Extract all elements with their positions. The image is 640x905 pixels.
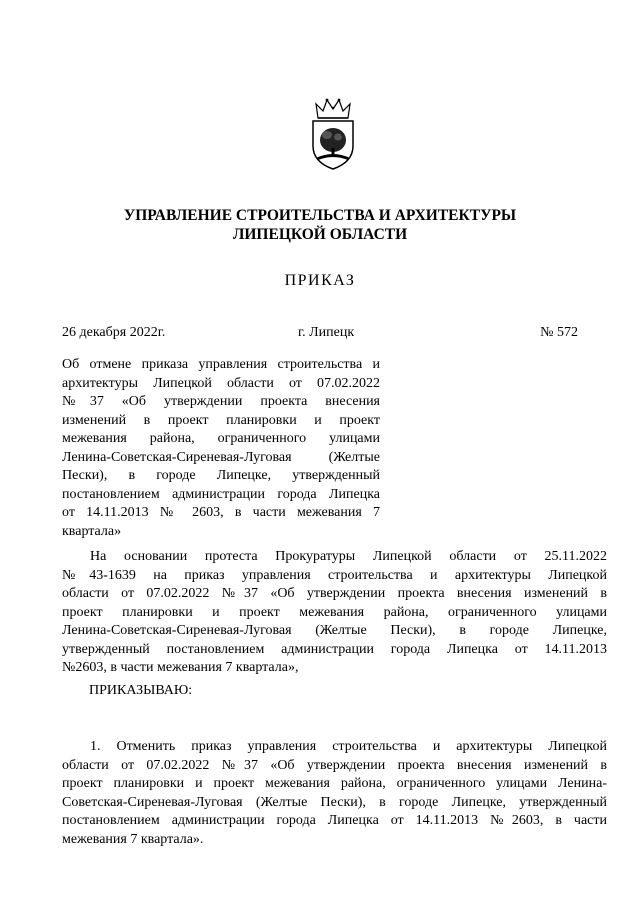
subject-line: квартала» <box>62 523 122 539</box>
subject-line: архитектуры Липецкой области от 07.02.2022 <box>62 375 380 391</box>
paragraph-line: №2603, в части межевания 7 квартала», <box>62 660 299 675</box>
subject-line: Об отмене приказа управления строительства и <box>62 357 380 372</box>
paragraph-line: На основании протеста Прокуратуры Липецкой области от 25.11.2022 <box>90 549 607 564</box>
document-type: ПРИКАЗ <box>284 272 356 289</box>
paragraph-line: утвержденный постановлением администрации города Липецка от 14.11.2013 <box>62 641 607 657</box>
subject-line: межевания района, ограниченного улицами <box>62 431 380 446</box>
document-date: 26 декабря 2022г. <box>62 325 166 340</box>
coat-of-arms-icon <box>302 96 364 172</box>
org-line-1: УПРАВЛЕНИЕ СТРОИТЕЛЬСТВА И АРХИТЕКТУРЫ <box>123 207 517 224</box>
subject-line: постановлением администрации города Липецка <box>62 486 380 502</box>
document-meta <box>62 325 578 343</box>
paragraph-line: 1. Отменить приказ управления строительства и архитектуры Липецкой <box>90 739 607 754</box>
paragraph-line: межевания 7 квартала». <box>62 831 204 847</box>
paragraph-line: проект планировки и проект межевания района, ограниченного улицами <box>62 604 607 620</box>
paragraph-line: Ленина-Советская-Сиреневая-Луговая (Желтые Пески), в городе Липецке, <box>62 623 607 638</box>
preamble-paragraph <box>62 548 607 678</box>
order-item-1 <box>62 738 607 849</box>
paragraph-line: области от 07.02.2022 №37 «Об утверждении проекта внесения изменений в <box>62 586 607 601</box>
subject-line: от 14.11.2013 № 2603, в части межевания 7 <box>62 505 380 520</box>
organization-name <box>60 206 580 244</box>
document-subject <box>62 356 380 541</box>
subject-line: Пески), в городе Липецке, утвержденный <box>62 468 380 483</box>
subject-line: №37 «Об утверждении проекта внесения <box>62 394 380 409</box>
paragraph-line: проект планировки и проект межевания района, ограниченного улицами Ленина- <box>62 776 607 791</box>
paragraph-line: постановлением администрации города Липецка от 14.11.2013 №2603, в части <box>62 813 607 828</box>
paragraph-line: области от 07.02.2022 №37 «Об утверждении проекта внесения изменений в <box>62 757 607 773</box>
org-line-2: ЛИПЕЦКОЙ ОБЛАСТИ <box>232 226 408 243</box>
paragraph-line: Советская-Сиреневая-Луговая (Желтые Пески), в городе Липецке, утвержденный <box>62 794 607 810</box>
order-directive: ПРИКАЗЫВАЮ: <box>89 683 193 698</box>
subject-line: изменений в проект планировки и проект <box>62 412 380 428</box>
document-city: г. Липецк <box>298 325 355 340</box>
subject-line: Ленина-Советская-Сиреневая-Луговая (Желтые <box>62 449 380 465</box>
paragraph-line: №43-1639 на приказ управления строительства и архитектуры Липецкой <box>62 567 607 583</box>
document-number: № 572 <box>540 325 578 340</box>
